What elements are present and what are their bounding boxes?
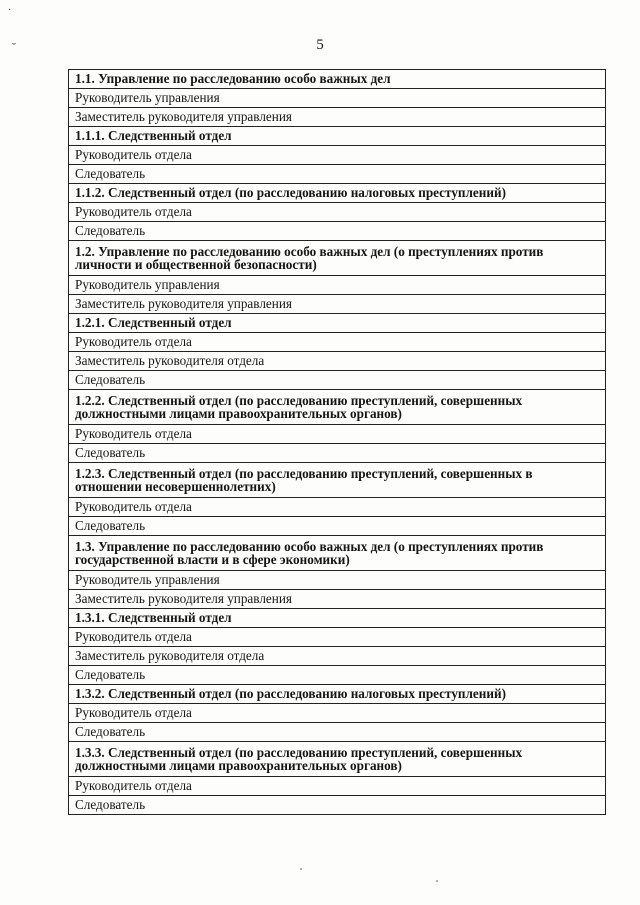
position-row xyxy=(69,165,606,184)
section-heading-row xyxy=(69,390,606,425)
section-heading: 1.3.3. Следственный отдел (по расследованию преступлений, совершенных должностными лицами правоохранительных органов) xyxy=(69,742,606,777)
position-row xyxy=(69,108,606,127)
section-heading-row xyxy=(69,609,606,628)
section-heading: 1.2.2. Следственный отдел (по расследованию преступлений, совершенных должностными лицами правоохранительных органов) xyxy=(69,390,606,425)
section-heading-row xyxy=(69,241,606,276)
scan-mark: ˘ xyxy=(12,40,16,54)
position-title: Следователь xyxy=(69,222,606,241)
position-row xyxy=(69,628,606,647)
position-title: Руководитель управления xyxy=(69,571,606,590)
position-row xyxy=(69,333,606,352)
section-heading: 1.2. Управление по расследованию особо важных дел (о преступлениях против личности и общественной безопасности) xyxy=(69,241,606,276)
section-heading: 1.2.3. Следственный отдел (по расследованию преступлений, совершенных в отношении несовершеннолетних) xyxy=(69,463,606,498)
position-row xyxy=(69,666,606,685)
position-row xyxy=(69,796,606,815)
section-heading-row xyxy=(69,70,606,89)
position-row xyxy=(69,203,606,222)
table-body xyxy=(69,70,606,815)
position-title: Руководитель отдела xyxy=(69,498,606,517)
position-title: Следователь xyxy=(69,517,606,536)
position-row xyxy=(69,704,606,723)
position-title: Заместитель руководителя отдела xyxy=(69,647,606,666)
position-row xyxy=(69,371,606,390)
section-heading-row xyxy=(69,314,606,333)
position-row xyxy=(69,276,606,295)
position-title: Следователь xyxy=(69,723,606,742)
section-heading: 1.1. Управление по расследованию особо важных дел xyxy=(69,70,606,89)
position-title: Следователь xyxy=(69,444,606,463)
position-title: Руководитель отдела xyxy=(69,777,606,796)
position-row xyxy=(69,498,606,517)
position-title: Следователь xyxy=(69,666,606,685)
position-title: Заместитель руководителя отдела xyxy=(69,352,606,371)
position-title: Руководитель отдела xyxy=(69,425,606,444)
position-title: Руководитель отдела xyxy=(69,146,606,165)
position-row xyxy=(69,89,606,108)
section-heading-row xyxy=(69,685,606,704)
position-row xyxy=(69,723,606,742)
position-title: Следователь xyxy=(69,165,606,184)
scan-speck xyxy=(436,880,438,882)
section-heading: 1.1.1. Следственный отдел xyxy=(69,127,606,146)
position-row xyxy=(69,647,606,666)
position-title: Заместитель руководителя управления xyxy=(69,108,606,127)
position-title: Заместитель руководителя управления xyxy=(69,295,606,314)
section-heading: 1.3.2. Следственный отдел (по расследованию налоговых преступлений) xyxy=(69,685,606,704)
section-heading-row xyxy=(69,463,606,498)
position-row xyxy=(69,222,606,241)
position-row xyxy=(69,517,606,536)
section-heading: 1.3. Управление по расследованию особо важных дел (о преступлениях против государственной власти и в сфере экономики) xyxy=(69,536,606,571)
position-row xyxy=(69,352,606,371)
section-heading-row xyxy=(69,184,606,203)
scan-mark: · xyxy=(8,5,12,16)
section-heading: 1.2.1. Следственный отдел xyxy=(69,314,606,333)
position-row xyxy=(69,425,606,444)
position-title: Руководитель отдела xyxy=(69,628,606,647)
page-number: 5 xyxy=(316,37,324,53)
section-heading: 1.3.1. Следственный отдел xyxy=(69,609,606,628)
position-row xyxy=(69,295,606,314)
position-row xyxy=(69,444,606,463)
section-heading-row xyxy=(69,127,606,146)
section-heading-row xyxy=(69,742,606,777)
position-row xyxy=(69,777,606,796)
position-row xyxy=(69,571,606,590)
position-title: Следователь xyxy=(69,371,606,390)
section-heading-row xyxy=(69,536,606,571)
position-title: Руководитель отдела xyxy=(69,704,606,723)
position-title: Руководитель управления xyxy=(69,89,606,108)
scan-speck xyxy=(300,868,302,870)
section-heading: 1.1.2. Следственный отдел (по расследованию налоговых преступлений) xyxy=(69,184,606,203)
position-title: Руководитель отдела xyxy=(69,333,606,352)
position-title: Руководитель отдела xyxy=(69,203,606,222)
position-row xyxy=(69,146,606,165)
staff-structure-table xyxy=(68,69,606,815)
position-row xyxy=(69,590,606,609)
position-title: Следователь xyxy=(69,796,606,815)
position-title: Руководитель управления xyxy=(69,276,606,295)
position-title: Заместитель руководителя управления xyxy=(69,590,606,609)
